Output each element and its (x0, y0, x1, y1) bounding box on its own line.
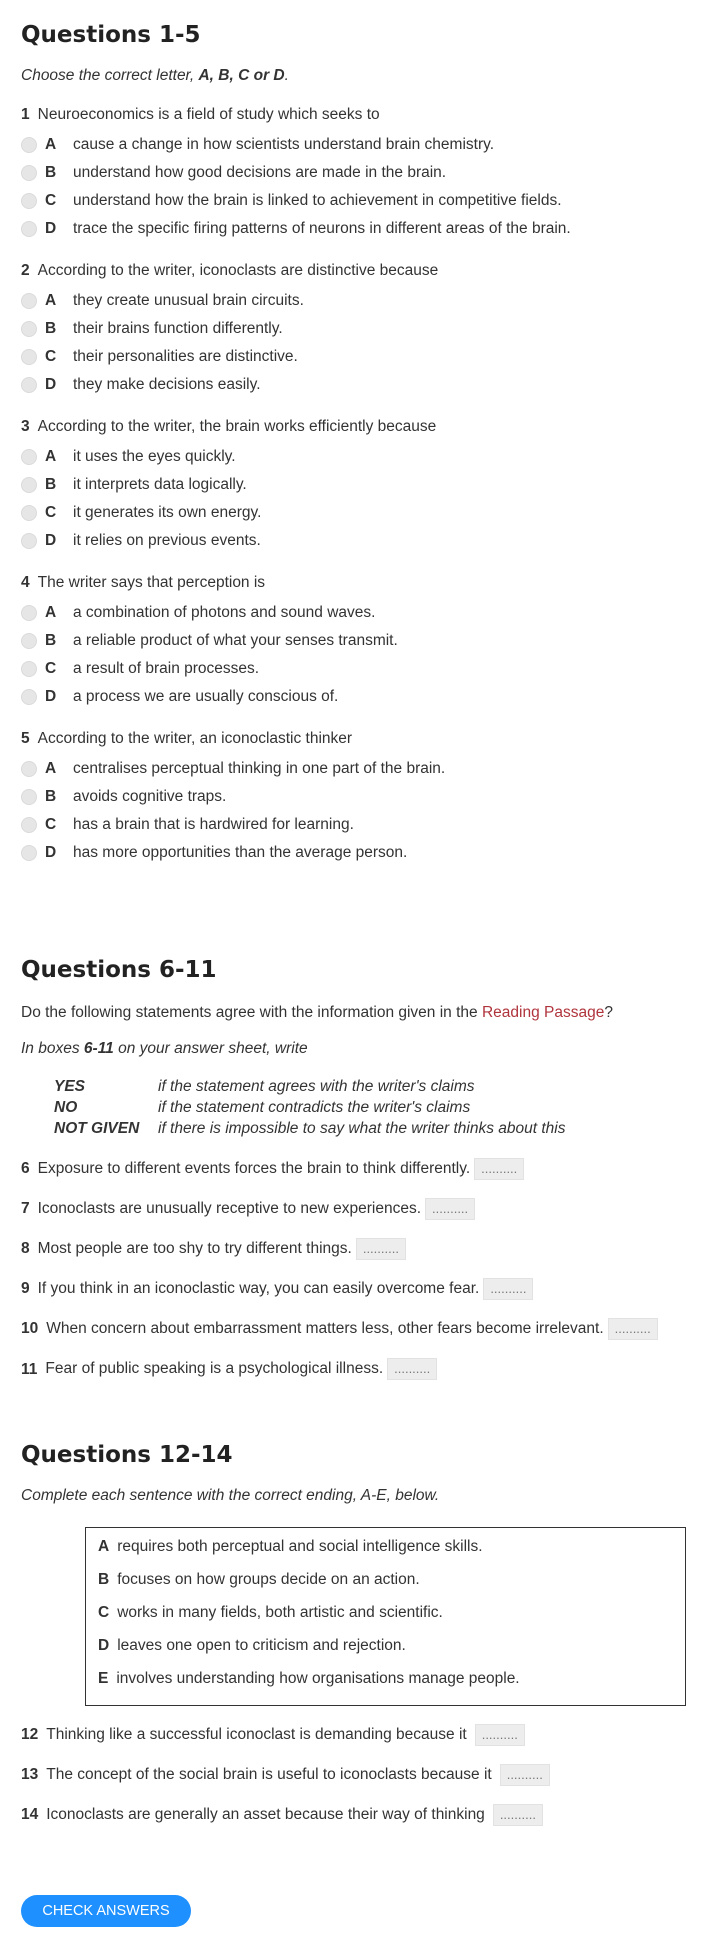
radio-button[interactable] (21, 761, 37, 777)
option-text: it uses the eyes quickly. (73, 448, 236, 465)
option-letter: B (45, 788, 57, 805)
radio-button[interactable] (21, 605, 37, 621)
option-letter: A (45, 760, 57, 777)
statement-list (21, 1158, 692, 1381)
sentence-text: The concept of the social brain is useful to iconoclasts because it (46, 1766, 492, 1784)
option-letter: C (45, 660, 57, 677)
statement-text: Most people are too shy to try different things. (37, 1240, 352, 1258)
statement-9 (21, 1278, 692, 1300)
ending-b (98, 1569, 675, 1591)
question-number: 6 (21, 1160, 30, 1178)
sentence-14 (21, 1804, 692, 1826)
radio-button[interactable] (21, 845, 37, 861)
answer-blank[interactable]: .......... (475, 1724, 525, 1746)
question-number: 11 (21, 1360, 38, 1378)
option-letter: D (45, 376, 57, 393)
answer-blank[interactable]: .......... (474, 1158, 524, 1180)
question-number: 12 (21, 1726, 39, 1744)
ending-d (98, 1635, 675, 1657)
option-text: a process we are usually conscious of. (73, 688, 339, 705)
legend-row (54, 1076, 692, 1097)
statement-6 (21, 1158, 692, 1180)
question-number: 5 (21, 730, 30, 747)
option-letter: A (45, 136, 57, 153)
option-a[interactable] (21, 131, 692, 159)
question-number: 8 (21, 1240, 30, 1258)
option-letter: A (45, 292, 57, 309)
legend-row (54, 1118, 692, 1139)
option-b[interactable] (21, 315, 692, 343)
answer-blank[interactable]: .......... (608, 1318, 658, 1340)
ending-letter: C (98, 1604, 110, 1621)
mcq-list (21, 104, 692, 867)
option-d[interactable] (21, 527, 692, 555)
radio-button[interactable] (21, 505, 37, 521)
section-title: Questions 6-11 (21, 957, 217, 983)
question-stem (21, 728, 692, 750)
option-text: it generates its own energy. (73, 504, 262, 521)
option-text: has more opportunities than the average person. (73, 844, 408, 861)
question-text: The writer says that perception is (37, 574, 266, 591)
reading-passage-link[interactable]: Reading Passage (481, 1004, 605, 1021)
option-text: avoids cognitive traps. (73, 788, 227, 805)
sentence-list (21, 1724, 692, 1826)
statement-text: If you think in an iconoclastic way, you can easily overcome fear. (37, 1280, 480, 1298)
option-text: it interprets data logically. (73, 476, 247, 493)
sentence-12 (21, 1724, 692, 1746)
option-letter: B (45, 320, 57, 337)
ending-text: works in many fields, both artistic and scientific. (117, 1604, 443, 1621)
option-text: cause a change in how scientists understand brain chemistry. (73, 136, 495, 153)
radio-button[interactable] (21, 449, 37, 465)
option-letter: C (45, 192, 57, 209)
legend-key: YES (54, 1078, 86, 1095)
question-1 (21, 104, 692, 243)
option-letter: D (45, 220, 57, 237)
radio-button[interactable] (21, 817, 37, 833)
sentence-text: Thinking like a successful iconoclast is demanding because it (46, 1726, 467, 1744)
option-c[interactable] (21, 343, 692, 371)
option-b[interactable] (21, 159, 692, 187)
endings-box (85, 1527, 686, 1706)
section-questions-1-5 (21, 20, 692, 884)
check-answers-button[interactable]: CHECK ANSWERS (21, 1895, 191, 1927)
statement-text: Iconoclasts are unusually receptive to new experiences. (37, 1200, 422, 1218)
option-a[interactable] (21, 443, 692, 471)
question-number: 10 (21, 1320, 39, 1338)
radio-button[interactable] (21, 221, 37, 237)
question-text: Neuroeconomics is a field of study which seeks to (37, 106, 380, 123)
ending-letter: A (98, 1538, 110, 1555)
option-d[interactable] (21, 839, 692, 867)
ending-c (98, 1602, 675, 1624)
question-text: According to the writer, iconoclasts are distinctive because (37, 262, 439, 279)
option-d[interactable] (21, 371, 692, 399)
option-letter: D (45, 844, 57, 861)
section-title: Questions 12-14 (21, 1442, 233, 1468)
option-letter: A (45, 448, 57, 465)
option-a[interactable] (21, 755, 692, 783)
question-text: According to the writer, an iconoclastic thinker (37, 730, 353, 747)
radio-button[interactable] (21, 165, 37, 181)
question-number: 4 (21, 574, 30, 591)
answer-blank[interactable]: .......... (387, 1358, 437, 1380)
option-letter: B (45, 476, 57, 493)
ending-text: requires both perceptual and social intelligence skills. (117, 1538, 483, 1555)
legend-key: NOT GIVEN (54, 1120, 140, 1137)
option-letter: C (45, 816, 57, 833)
ending-a (98, 1536, 675, 1558)
option-text: centralises perceptual thinking in one part of the brain. (73, 760, 446, 777)
radio-button[interactable] (21, 477, 37, 493)
option-text: understand how good decisions are made in the brain. (73, 164, 447, 181)
question-number: 9 (21, 1280, 30, 1298)
question-stem (21, 260, 692, 282)
question-stem (21, 416, 692, 438)
question-3 (21, 416, 692, 555)
option-b[interactable] (21, 627, 692, 655)
statement-10 (21, 1318, 692, 1340)
radio-button[interactable] (21, 689, 37, 705)
question-number: 2 (21, 262, 30, 279)
ending-letter: D (98, 1637, 110, 1654)
ending-text: leaves one open to criticism and rejection. (117, 1637, 406, 1654)
section-title: Questions 1-5 (21, 22, 201, 48)
legend-desc: if there is impossible to say what the writer thinks about this (158, 1120, 566, 1137)
question-stem (21, 104, 692, 126)
ending-e (98, 1668, 675, 1690)
statement-8 (21, 1238, 692, 1260)
legend-desc: if the statement contradicts the writer's claims (158, 1099, 471, 1116)
option-d[interactable] (21, 215, 692, 243)
option-b[interactable] (21, 471, 692, 499)
section-instruction: Choose the correct letter, A, B, C or D. (21, 67, 289, 84)
sentence-13 (21, 1764, 692, 1786)
option-letter: B (45, 164, 57, 181)
sentence-text: Iconoclasts are generally an asset because their way of thinking (46, 1806, 485, 1824)
question-number: 13 (21, 1766, 39, 1784)
question-4 (21, 572, 692, 711)
ending-letter: B (98, 1571, 110, 1588)
question-5 (21, 728, 692, 867)
option-d[interactable] (21, 683, 692, 711)
legend-row (54, 1097, 692, 1118)
statement-text: Exposure to different events forces the brain to think differently. (37, 1160, 471, 1178)
option-text: trace the specific firing patterns of neurons in different areas of the brain. (73, 220, 571, 237)
option-text: their personalities are distinctive. (73, 348, 298, 365)
legend-key: NO (54, 1099, 78, 1116)
option-letter: A (45, 604, 57, 621)
question-number: 1 (21, 106, 30, 123)
answer-blank[interactable]: .......... (356, 1238, 406, 1260)
option-a[interactable] (21, 599, 692, 627)
question-number: 14 (21, 1806, 39, 1824)
section-questions-6-11 (21, 955, 692, 1399)
answer-blank[interactable]: .......... (425, 1198, 475, 1220)
answer-blank[interactable]: .......... (483, 1278, 533, 1300)
option-text: a reliable product of what your senses transmit. (73, 632, 398, 649)
question-number: 7 (21, 1200, 30, 1218)
radio-button[interactable] (21, 377, 37, 393)
radio-button[interactable] (21, 321, 37, 337)
option-text: they make decisions easily. (73, 376, 261, 393)
radio-button[interactable] (21, 533, 37, 549)
ending-letter: E (98, 1670, 109, 1687)
legend-desc: if the statement agrees with the writer's claims (158, 1078, 475, 1095)
option-c[interactable] (21, 499, 692, 527)
question-text: According to the writer, the brain works efficiently because (37, 418, 437, 435)
option-text: a combination of photons and sound waves. (73, 604, 376, 621)
option-text: understand how the brain is linked to achievement in competitive fields. (73, 192, 562, 209)
section-questions-12-14 (21, 1440, 692, 1844)
option-text: they create unusual brain circuits. (73, 292, 304, 309)
option-text: their brains function differently. (73, 320, 283, 337)
statement-7 (21, 1198, 692, 1220)
radio-button[interactable] (21, 789, 37, 805)
statement-text: Fear of public speaking is a psychological illness. (45, 1360, 384, 1378)
statement-11 (21, 1358, 692, 1380)
option-c[interactable] (21, 655, 692, 683)
section-intro: Do the following statements agree with the information given in the Reading Passage? (21, 1004, 613, 1021)
option-letter: C (45, 348, 57, 365)
option-b[interactable] (21, 783, 692, 811)
option-letter: D (45, 532, 57, 549)
option-letter: C (45, 504, 57, 521)
answer-blank[interactable]: .......... (500, 1764, 550, 1786)
radio-button[interactable] (21, 661, 37, 677)
option-a[interactable] (21, 287, 692, 315)
option-text: has a brain that is hardwired for learning. (73, 816, 354, 833)
option-letter: B (45, 632, 57, 649)
answer-legend (54, 1076, 692, 1139)
radio-button[interactable] (21, 349, 37, 365)
question-number: 3 (21, 418, 30, 435)
boxes-instruction: In boxes 6-11 on your answer sheet, write (21, 1040, 308, 1057)
option-text: it relies on previous events. (73, 532, 261, 549)
option-letter: D (45, 688, 57, 705)
section-instruction: Complete each sentence with the correct ending, A-E, below. (21, 1487, 440, 1504)
ending-text: involves understanding how organisations manage people. (116, 1670, 520, 1687)
answer-blank[interactable]: .......... (493, 1804, 543, 1826)
question-stem (21, 572, 692, 594)
option-c[interactable] (21, 811, 692, 839)
radio-button[interactable] (21, 193, 37, 209)
option-c[interactable] (21, 187, 692, 215)
ending-text: focuses on how groups decide on an action. (117, 1571, 420, 1588)
radio-button[interactable] (21, 293, 37, 309)
statement-text: When concern about embarrassment matters less, other fears become irrelevant. (46, 1320, 604, 1338)
option-text: a result of brain processes. (73, 660, 260, 677)
radio-button[interactable] (21, 137, 37, 153)
question-2 (21, 260, 692, 399)
radio-button[interactable] (21, 633, 37, 649)
